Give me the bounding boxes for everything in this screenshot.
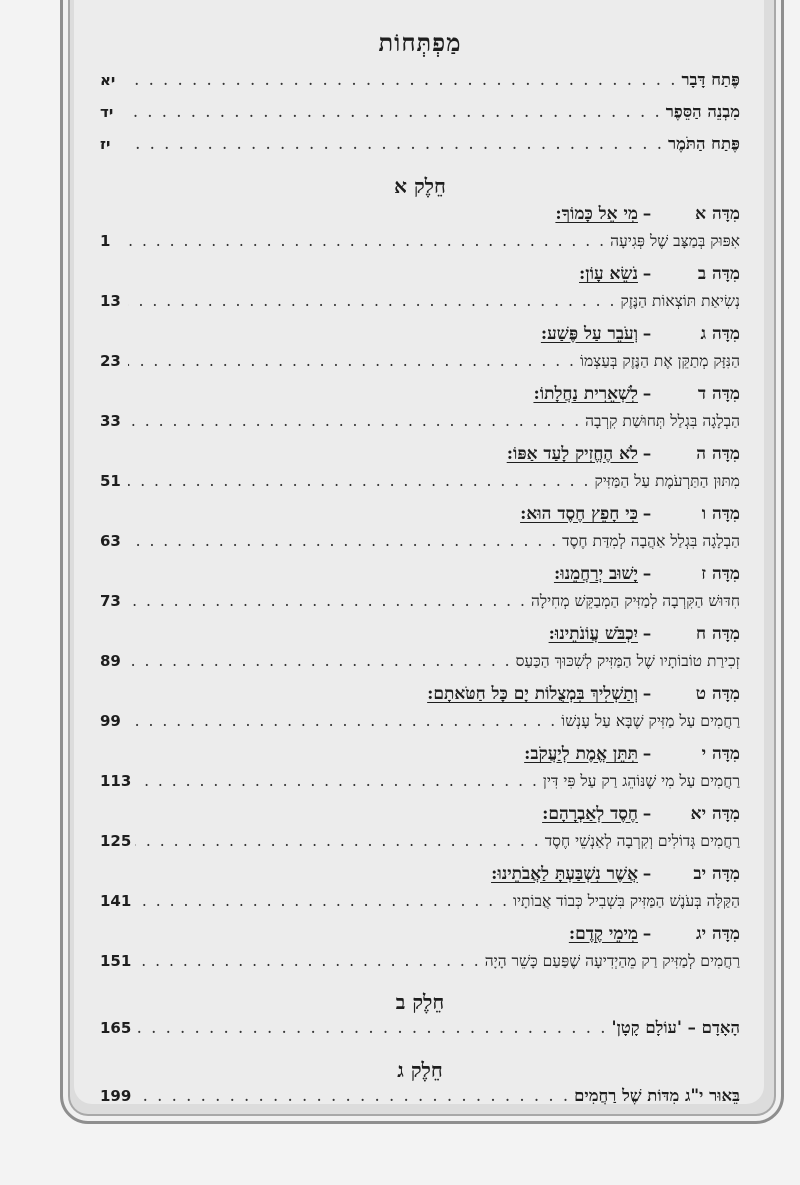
section-page: 113 xyxy=(100,772,132,790)
section-dash: – xyxy=(642,564,652,584)
section-title: מִימֵי קֶדֶם: xyxy=(568,924,638,944)
toc-section xyxy=(100,684,740,742)
section-subtitle-row[interactable] xyxy=(100,592,740,622)
part-1-sections xyxy=(100,204,740,982)
section-heading[interactable] xyxy=(100,684,740,712)
section-dash: – xyxy=(642,204,652,224)
section-page: 1 xyxy=(100,232,111,250)
section-subtitle: רַחֲמִים לְמַזִּיק רַק מֵהַיְדִיעָה שֶׁפַּעַם כָּשֵׁר הָיָה xyxy=(484,952,740,970)
section-subtitle-row[interactable] xyxy=(100,652,740,682)
entry-page: 165 xyxy=(100,1019,132,1037)
section-title: לֹא הֶחֱזִיק לָעַד אַפּוֹ: xyxy=(506,444,638,464)
leader-dots xyxy=(128,592,527,610)
section-subtitle: הַנִּזָּק מְתַקֵּן אֶת הַנֶּזֶק בְּעַצְמוֹ xyxy=(579,352,740,370)
toc-section xyxy=(100,864,740,922)
section-subtitle-row[interactable] xyxy=(100,892,740,922)
leader-dots xyxy=(128,292,616,310)
section-number: מִדָּה ד xyxy=(697,384,740,404)
section-page: 13 xyxy=(100,292,121,310)
section-heading[interactable] xyxy=(100,504,740,532)
entry-label: הָאָדָם – 'עוֹלָם קָטָן' xyxy=(611,1018,740,1037)
section-dash: – xyxy=(642,744,652,764)
section-number: מִדָּה ח xyxy=(695,624,740,644)
section-heading[interactable] xyxy=(100,444,740,472)
section-heading[interactable] xyxy=(100,264,740,292)
leader-dots xyxy=(135,1018,607,1037)
entry-page: יא xyxy=(100,71,116,89)
section-subtitle: חִדּוּשׁ הַקִּרְבָה לְמַזִּיק הַמְבַקֵּשׁ מְחִילָה xyxy=(530,592,740,610)
section-number: מִדָּה ט xyxy=(695,684,740,704)
section-title: מִי אֵל כָּמוֹךָ: xyxy=(555,204,638,224)
section-subtitle: רַחֲמִים עַל מַזִּיק שֶׁבָּא עַל עָנְשׁוֹ xyxy=(561,712,740,730)
part-2-heading: חֵלֶק ב xyxy=(395,990,445,1014)
leader-dots xyxy=(128,652,512,670)
leader-dots xyxy=(128,70,677,89)
section-number: מִדָּה יב xyxy=(693,864,740,884)
section-number: מִדָּה א xyxy=(695,204,740,224)
section-subtitle-row[interactable] xyxy=(100,532,740,562)
leader-dots xyxy=(128,412,581,430)
section-number: מִדָּה ב xyxy=(697,264,740,284)
section-subtitle-row[interactable] xyxy=(100,772,740,802)
section-subtitle-row[interactable] xyxy=(100,292,740,322)
section-subtitle: רַחֲמִים עַל מִי שֶׁנּוֹהֵג רַק עַל פִּי דִּין xyxy=(542,772,740,790)
section-number: מִדָּה יג xyxy=(695,924,740,944)
toc-section xyxy=(100,264,740,322)
section-page: 63 xyxy=(100,532,121,550)
section-subtitle: הַבְלָגָה בִּגְלַל אַהֲבָה לְמִדַּת חֶסֶד xyxy=(562,532,740,550)
section-title: אֲשֶׁר נִשְׁבַּעְתָּ לַאֲבֹתֵינוּ: xyxy=(491,864,638,884)
section-number: מִדָּה יא xyxy=(690,804,740,824)
section-dash: – xyxy=(642,624,652,644)
part-3-heading: חֵלֶק ג xyxy=(397,1058,443,1082)
section-dash: – xyxy=(642,804,652,824)
toc-title: מַפְתְּחוֹת xyxy=(378,28,462,57)
section-subtitle-row[interactable] xyxy=(100,472,740,502)
section-subtitle: הַקַּלָּה בְּעֹנֶשׁ הַמַּזִּיק בִּשְׁבִיל כְּבוֹד אֲבוֹתָיו xyxy=(513,892,740,910)
section-subtitle-row[interactable] xyxy=(100,952,740,982)
toc-entry-petach-davar[interactable] xyxy=(100,70,740,102)
section-subtitle-row[interactable] xyxy=(100,412,740,442)
section-dash: – xyxy=(642,444,652,464)
section-heading[interactable] xyxy=(100,384,740,412)
section-page: 51 xyxy=(100,472,121,490)
section-title: תִּתֵּן אֱמֶת לְיַעֲקֹב: xyxy=(524,744,638,764)
section-heading[interactable] xyxy=(100,624,740,652)
leader-dots xyxy=(135,952,480,970)
leader-dots xyxy=(128,472,590,490)
section-dash: – xyxy=(642,684,652,704)
section-number: מִדָּה ג xyxy=(700,324,740,344)
toc-entry-part-3[interactable] xyxy=(100,1086,740,1118)
section-number: מִדָּה ז xyxy=(701,564,740,584)
section-page: 141 xyxy=(100,892,132,910)
section-title: יָשׁוּב יְרַחֲמֵנוּ: xyxy=(553,564,638,584)
leader-dots xyxy=(128,352,576,370)
section-page: 125 xyxy=(100,832,132,850)
section-heading[interactable] xyxy=(100,324,740,352)
toc-section xyxy=(100,744,740,802)
section-subtitle-row[interactable] xyxy=(100,832,740,862)
section-subtitle: הַבְלָגָה בִּגְלַל תְּחוּשַׁת קִרְבָה xyxy=(585,412,740,430)
leader-dots xyxy=(135,832,540,850)
entry-page: 199 xyxy=(100,1087,132,1105)
section-page: 99 xyxy=(100,712,121,730)
section-subtitle: מִתּוּן הַתַּרְעֹמֶת עַל הַמַּזִּיק xyxy=(594,472,740,490)
entry-label: פֶּתַח הַתֹּמֶר xyxy=(668,134,740,153)
section-title: נֹשֵׂא עָוֹן: xyxy=(579,264,638,284)
section-page: 151 xyxy=(100,952,132,970)
leader-dots xyxy=(128,232,606,250)
section-heading[interactable] xyxy=(100,864,740,892)
section-title: וְתַשְׁלִיךְ בִּמְצֻלוֹת יָם כָּל חַטֹּאתָם: xyxy=(427,684,638,704)
section-subtitle: נְשִׂיאַת תּוֹצְאוֹת הַנֶּזֶק xyxy=(620,292,740,310)
toc-section xyxy=(100,204,740,262)
section-page: 73 xyxy=(100,592,121,610)
entry-page: יז xyxy=(100,135,111,153)
leader-dots xyxy=(128,134,664,153)
toc-section xyxy=(100,624,740,682)
section-title: חֶסֶד לְאַבְרָהָם: xyxy=(542,804,638,824)
section-page: 23 xyxy=(100,352,121,370)
section-heading[interactable] xyxy=(100,204,740,232)
toc-section xyxy=(100,504,740,562)
entry-label: מִבְנֵה הַסֵּפֶר xyxy=(665,102,740,121)
section-number: מִדָּה י xyxy=(701,744,740,764)
intro-list xyxy=(100,70,740,166)
section-subtitle-row[interactable] xyxy=(100,232,740,262)
entry-label: בֵּאוּר י"ג מִדּוֹת שֶׁל רַחֲמִים xyxy=(574,1086,740,1105)
part-1-heading: חֵלֶק א xyxy=(394,174,446,198)
leader-dots xyxy=(128,102,662,121)
leader-dots xyxy=(135,1086,570,1105)
leader-dots xyxy=(128,712,557,730)
section-heading[interactable] xyxy=(100,564,740,592)
section-page: 33 xyxy=(100,412,121,430)
section-subtitle: אִפּוּק בְּמַצָּב שֶׁל פְּגִיעָה xyxy=(610,232,740,250)
section-heading[interactable] xyxy=(100,924,740,952)
toc-section xyxy=(100,924,740,982)
section-number: מִדָּה ו xyxy=(701,504,740,524)
section-subtitle-row[interactable] xyxy=(100,352,740,382)
toc-section xyxy=(100,564,740,622)
section-subtitle: זְכִירַת טוֹבוֹתָיו שֶׁל הַמַּזִּיק לְשִׁכּוּךְ הַכַּעַס xyxy=(515,652,740,670)
leader-dots xyxy=(135,892,509,910)
toc-entry-part-2[interactable] xyxy=(100,1018,740,1050)
entry-label: פֶּתַח דָּבָר xyxy=(681,70,740,89)
section-title: יִכְבֹּשׁ עֲוֹנֹתֵינוּ: xyxy=(548,624,638,644)
section-dash: – xyxy=(642,504,652,524)
section-heading[interactable] xyxy=(100,744,740,772)
section-dash: – xyxy=(642,384,652,404)
table-of-contents xyxy=(100,28,740,1118)
section-dash: – xyxy=(642,324,652,344)
section-number: מִדָּה ה xyxy=(696,444,740,464)
leader-dots xyxy=(128,532,558,550)
section-subtitle: רַחֲמִים גְּדוֹלִים וְקִרְבָה לְאַנְשֵׁי חֶסֶד xyxy=(544,832,740,850)
toc-section xyxy=(100,384,740,442)
section-title: כִּי חָפֵץ חֶסֶד הוּא: xyxy=(520,504,638,524)
section-dash: – xyxy=(642,264,652,284)
toc-entry-petach-hatomer[interactable] xyxy=(100,134,740,166)
toc-section xyxy=(100,324,740,382)
leader-dots xyxy=(135,772,539,790)
toc-section xyxy=(100,444,740,502)
toc-entry-mivne-hasefer[interactable] xyxy=(100,102,740,134)
section-subtitle-row[interactable] xyxy=(100,712,740,742)
section-page: 89 xyxy=(100,652,121,670)
toc-section xyxy=(100,804,740,862)
section-dash: – xyxy=(642,864,652,884)
entry-page: יד xyxy=(100,103,114,121)
section-dash: – xyxy=(642,924,652,944)
section-heading[interactable] xyxy=(100,804,740,832)
section-title: לִשְׁאֵרִית נַחֲלָתוֹ: xyxy=(533,384,638,404)
section-title: וְעֹבֵר עַל פֶּשַׁע: xyxy=(540,324,638,344)
